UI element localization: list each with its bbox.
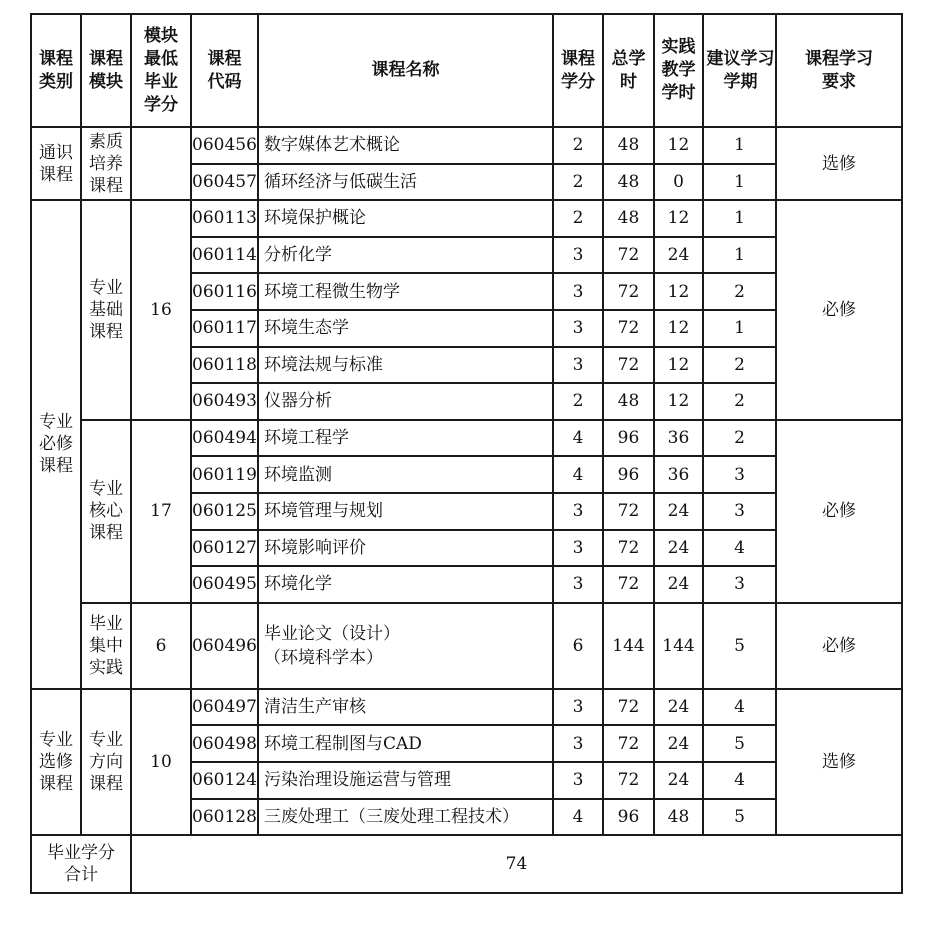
table-header-row (31, 14, 902, 127)
course-practice: 12 (654, 127, 703, 164)
course-practice: 24 (654, 725, 703, 762)
course-name: 环境保护概论 (258, 200, 553, 237)
course-name: 数字媒体艺术概论 (258, 127, 553, 164)
course-name: 环境工程学 (258, 420, 553, 457)
course-term: 1 (703, 127, 776, 164)
header-credits: 课程学分 (553, 14, 603, 127)
course-code: 060456 (191, 127, 258, 164)
course-name: 环境影响评价 (258, 530, 553, 567)
min-credits-cell: 16 (131, 200, 191, 420)
course-hours: 72 (603, 493, 654, 530)
course-name: 环境法规与标准 (258, 347, 553, 384)
course-credits: 4 (553, 420, 603, 457)
course-credits: 2 (553, 127, 603, 164)
course-term: 4 (703, 530, 776, 567)
course-hours: 72 (603, 762, 654, 799)
course-credits: 2 (553, 200, 603, 237)
requirement-cell: 选修 (776, 127, 902, 200)
course-code: 060498 (191, 725, 258, 762)
course-hours: 48 (603, 383, 654, 420)
course-hours: 72 (603, 237, 654, 274)
course-code: 060494 (191, 420, 258, 457)
course-credits: 4 (553, 456, 603, 493)
course-credits: 3 (553, 530, 603, 567)
course-hours: 144 (603, 603, 654, 689)
course-name: 仪器分析 (258, 383, 553, 420)
course-code: 060128 (191, 799, 258, 836)
course-name-line2: （环境科学本） (264, 647, 383, 668)
course-term: 5 (703, 603, 776, 689)
course-credits: 3 (553, 493, 603, 530)
total-label: 毕业学分合计 (31, 835, 131, 893)
course-name: 环境管理与规划 (258, 493, 553, 530)
course-term: 1 (703, 200, 776, 237)
module-cell: 专业方向课程 (81, 689, 131, 835)
course-name: 环境监测 (258, 456, 553, 493)
course-code: 060497 (191, 689, 258, 726)
course-name: 环境工程微生物学 (258, 273, 553, 310)
course-practice: 48 (654, 799, 703, 836)
course-credits: 3 (553, 310, 603, 347)
course-hours: 72 (603, 273, 654, 310)
course-name: 清洁生产审核 (258, 689, 553, 726)
course-name: 三废处理工（三废处理工程技术） (258, 799, 553, 836)
course-term: 1 (703, 310, 776, 347)
course-code: 060114 (191, 237, 258, 274)
header-code: 课程代码 (191, 14, 258, 127)
course-hours: 48 (603, 127, 654, 164)
course-hours: 72 (603, 530, 654, 567)
course-practice: 12 (654, 383, 703, 420)
category-cell: 专业选修课程 (31, 689, 81, 835)
course-code: 060496 (191, 603, 258, 689)
table-row (31, 420, 902, 457)
course-practice: 24 (654, 237, 703, 274)
header-category: 课程类别 (31, 14, 81, 127)
course-name: 分析化学 (258, 237, 553, 274)
course-credits: 3 (553, 237, 603, 274)
course-practice: 12 (654, 273, 703, 310)
course-hours: 72 (603, 725, 654, 762)
course-hours: 96 (603, 456, 654, 493)
course-practice: 12 (654, 310, 703, 347)
course-hours: 72 (603, 566, 654, 603)
course-code: 060117 (191, 310, 258, 347)
table-row (31, 603, 902, 689)
course-hours: 96 (603, 799, 654, 836)
requirement-cell: 必修 (776, 603, 902, 689)
course-hours: 72 (603, 689, 654, 726)
table-row (31, 200, 902, 237)
course-code: 060457 (191, 164, 258, 201)
course-practice: 24 (654, 762, 703, 799)
course-credits: 3 (553, 762, 603, 799)
course-credits: 3 (553, 725, 603, 762)
course-hours: 72 (603, 347, 654, 384)
course-term: 2 (703, 420, 776, 457)
header-module: 课程模块 (81, 14, 131, 127)
course-practice: 24 (654, 493, 703, 530)
course-practice: 36 (654, 456, 703, 493)
course-term: 5 (703, 725, 776, 762)
course-credits: 3 (553, 566, 603, 603)
course-credits: 2 (553, 164, 603, 201)
header-term: 建议学习学期 (703, 14, 776, 127)
min-credits-cell: 10 (131, 689, 191, 835)
course-credits: 2 (553, 383, 603, 420)
course-name: 环境生态学 (258, 310, 553, 347)
course-code: 060125 (191, 493, 258, 530)
course-credits: 6 (553, 603, 603, 689)
min-credits-cell (131, 127, 191, 200)
category-cell: 专业必修课程 (31, 200, 81, 689)
course-code: 060124 (191, 762, 258, 799)
header-requirement: 课程学习要求 (776, 14, 902, 127)
module-cell: 素质培养课程 (81, 127, 131, 200)
course-practice: 24 (654, 566, 703, 603)
min-credits-cell: 17 (131, 420, 191, 603)
course-code: 060119 (191, 456, 258, 493)
course-term: 2 (703, 273, 776, 310)
module-cell: 毕业集中实践 (81, 603, 131, 689)
course-term: 4 (703, 689, 776, 726)
course-name (258, 603, 553, 689)
header-total-hours: 总学时 (603, 14, 654, 127)
requirement-cell: 必修 (776, 200, 902, 420)
course-code: 060127 (191, 530, 258, 567)
course-term: 4 (703, 762, 776, 799)
total-row (31, 835, 902, 893)
course-practice: 36 (654, 420, 703, 457)
course-credits: 3 (553, 347, 603, 384)
course-name: 污染治理设施运营与管理 (258, 762, 553, 799)
header-name: 课程名称 (258, 14, 553, 127)
course-credits: 3 (553, 689, 603, 726)
table-row (31, 689, 902, 726)
course-practice: 12 (654, 347, 703, 384)
course-name: 环境工程制图与CAD (258, 725, 553, 762)
course-hours: 48 (603, 200, 654, 237)
course-term: 3 (703, 566, 776, 603)
course-term: 3 (703, 456, 776, 493)
course-credits: 3 (553, 273, 603, 310)
course-hours: 48 (603, 164, 654, 201)
category-cell: 通识课程 (31, 127, 81, 200)
course-term: 2 (703, 347, 776, 384)
module-cell: 专业基础课程 (81, 200, 131, 420)
course-practice: 0 (654, 164, 703, 201)
module-cell: 专业核心课程 (81, 420, 131, 603)
course-code: 060113 (191, 200, 258, 237)
course-name-line1: 毕业论文（设计） (264, 623, 400, 644)
course-code: 060493 (191, 383, 258, 420)
header-practice-hours: 实践教学学时 (654, 14, 703, 127)
total-value: 74 (131, 835, 902, 893)
course-term: 3 (703, 493, 776, 530)
course-name: 环境化学 (258, 566, 553, 603)
course-practice: 24 (654, 689, 703, 726)
course-code: 060118 (191, 347, 258, 384)
requirement-cell: 必修 (776, 420, 902, 603)
course-term: 1 (703, 237, 776, 274)
min-credits-cell: 6 (131, 603, 191, 689)
course-hours: 96 (603, 420, 654, 457)
course-practice: 24 (654, 530, 703, 567)
course-term: 1 (703, 164, 776, 201)
course-credits: 4 (553, 799, 603, 836)
header-min-credits: 模块最低毕业学分 (131, 14, 191, 127)
course-name: 循环经济与低碳生活 (258, 164, 553, 201)
course-code: 060116 (191, 273, 258, 310)
course-term: 5 (703, 799, 776, 836)
table-row (31, 127, 902, 164)
course-code: 060495 (191, 566, 258, 603)
course-practice: 12 (654, 200, 703, 237)
course-hours: 72 (603, 310, 654, 347)
course-plan-table (30, 13, 903, 894)
course-term: 2 (703, 383, 776, 420)
requirement-cell: 选修 (776, 689, 902, 835)
course-practice: 144 (654, 603, 703, 689)
